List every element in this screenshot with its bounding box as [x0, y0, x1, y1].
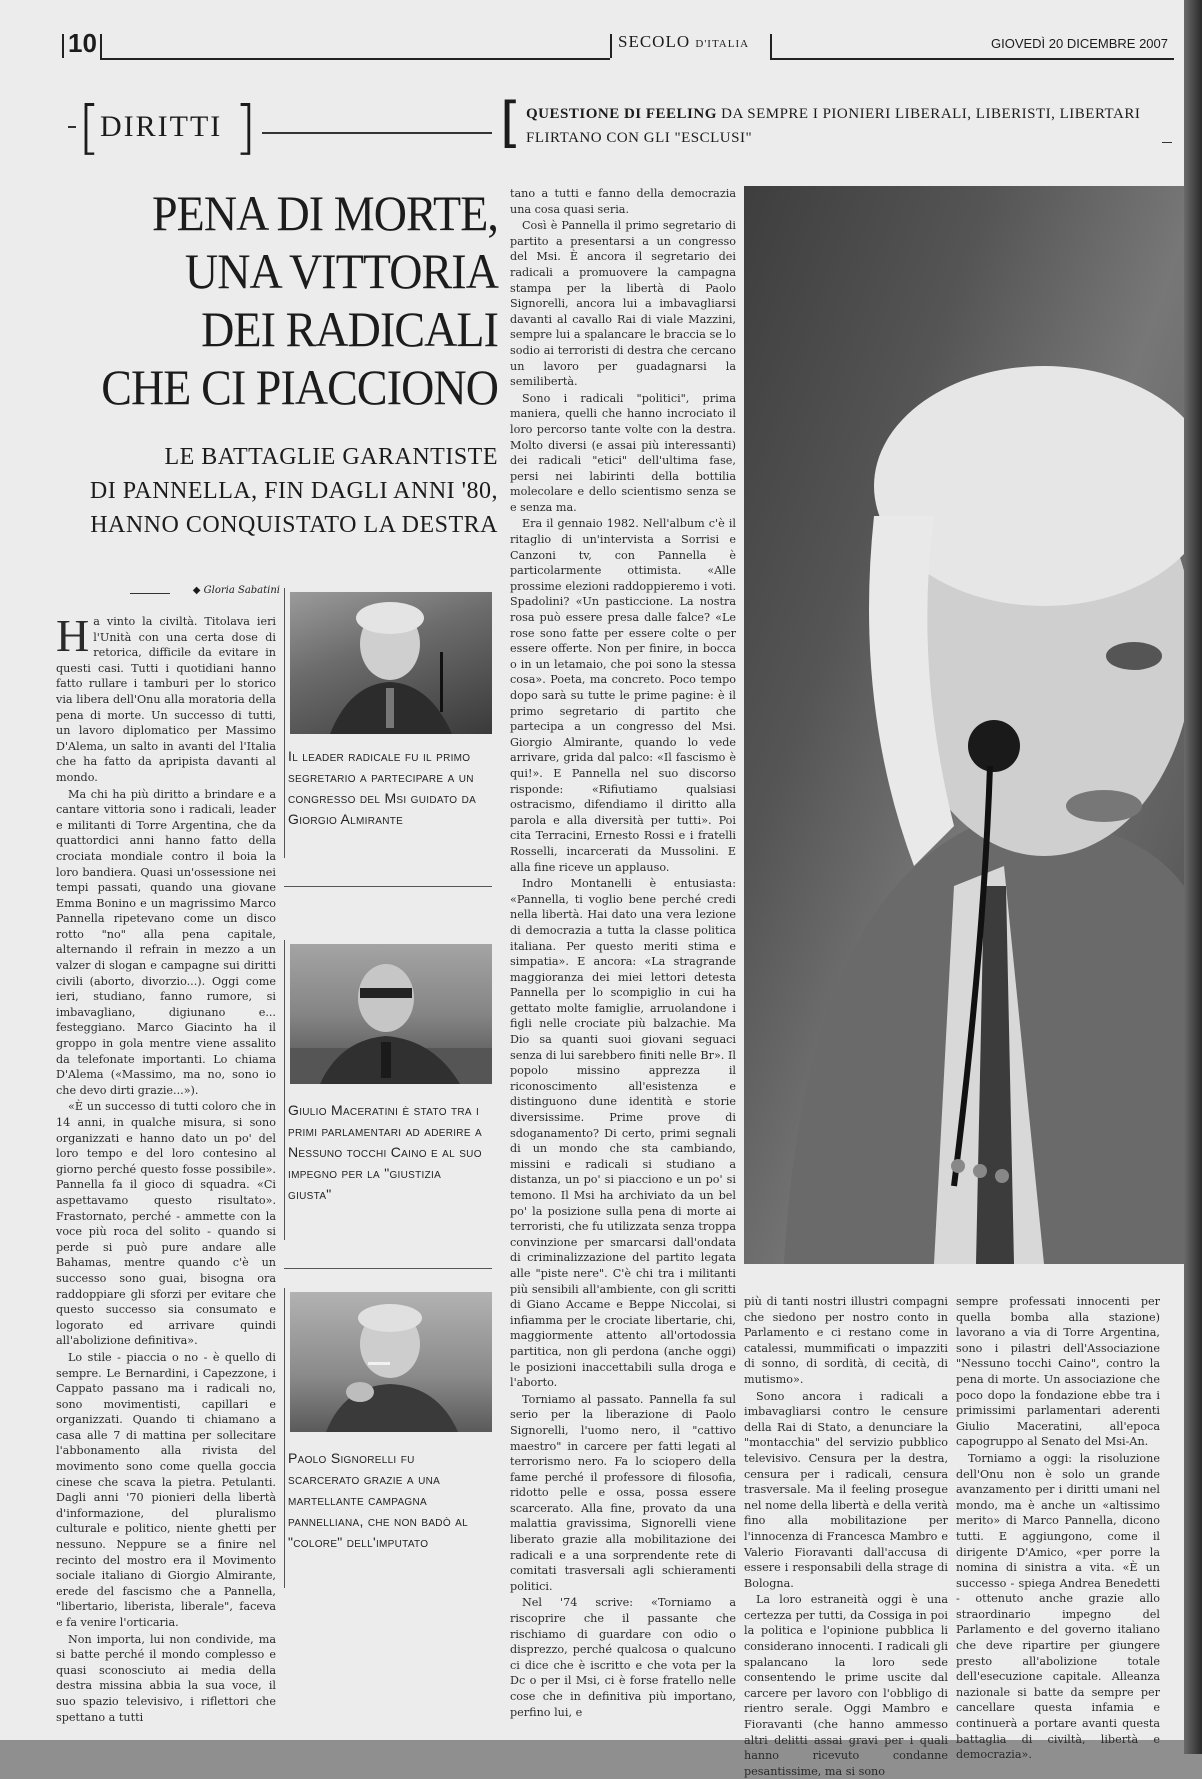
caption-rule-1 [284, 886, 492, 887]
photo-pannella-large-figure [744, 186, 1184, 1264]
photo-maceratini [290, 944, 492, 1084]
caption-bar-1 [284, 588, 285, 858]
caption-maceratini: Giulio Maceratini è stato tra i primi parlamentari ad aderire a Nessuno tocchi Caino e al suo impegno per la "giustizia giusta" [288, 1102, 482, 1202]
deck-line-1: LE BATTAGLIE GARANTISTE [164, 444, 498, 470]
byline-rule [130, 593, 170, 594]
kicker-text [526, 102, 1166, 150]
byline-diamond-icon: ◆ [192, 585, 201, 596]
photo-maceratini-figure [290, 944, 492, 1084]
masthead-bar-num [100, 34, 102, 58]
masthead-bar-left [62, 34, 64, 58]
headline-line-1: PENA DI MORTE, [152, 185, 498, 241]
col3-paragraph-2: Sono ancora i radicali a imbavagliarsi contro le censure della Rai di Stato, a denunciare la "montacchia" del servizio pubblico televisivo. Censura per la destra, censura per i radicali, censura trasversale. Ma il feeling prosegue nel nome della libertà e della verità fino alla mobilitazione per l'innocenza di Francesca Mambro e Valerio Fioravanti dall'accusa di essere i responsabili della strage di Bologna. [744, 1389, 948, 1590]
caption-bar-3 [284, 1288, 285, 1588]
masthead-bar-title-right [770, 34, 772, 58]
deck-line-2: DI PANNELLA, FIN DAGLI ANNI '80, [89, 478, 498, 504]
section-dash [68, 126, 76, 128]
col2-paragraph-1: tano a tutti e fanno della democrazia una cosa quasi seria. [510, 187, 736, 216]
kicker-rule [1162, 142, 1172, 143]
deck [40, 440, 498, 542]
article-column-3 [744, 1294, 948, 1778]
headline-line-2: UNA VITTORIA [184, 243, 498, 299]
section-bracket-close: ] [234, 93, 257, 161]
col2-paragraph-6: Torniamo al passato. Pannella fa sul serio per la liberazione di Paolo Signorelli, l'uomo nero, il "cattivo maestro" in carcere per fatti legati al terrorismo nero. Fa lo sciopero della fame perché il professore di filosofia, ridotto pelle e ossa, possa essere scarcerato. Alla fine, provato da una malattia gravissima, Signorelli viene liberato grazie alla mobilitazione dei radicali e a una sorprendente rete di comitati trasversali agli schieramenti politici. [510, 1392, 736, 1593]
col1-paragraph-5: Non importa, lui non condivide, ma si batte perché il mondo complesso e quasi sconosciuto ai media della destra missina abbia la sua voce, il suo spazio televisivo, i riflettori che spettano a tutti [56, 1632, 276, 1724]
kicker [500, 91, 1172, 156]
kicker-body: DA SEMPRE I PIONIERI LIBERALI, LIBERISTI, LIBERTARI FLIRTANO CON GLI "ESCLUSI" [526, 106, 1141, 146]
kicker-lead: QUESTIONE DI FEELING [526, 106, 717, 122]
article-column-2 [510, 186, 736, 1730]
col4-paragraph-1: sempre professati innocenti per quella bomba alla stazione) lavorano a via di Torre Argentina, sono i pilastri dell'Associazione "Nessuno tocchi Caino", contro la pena di morte. Un associazione che poco dopo la fondazione ebbe tra i primissimi parlamentari aderenti Giulio Maceratini, all'epoca capogruppo al Senato del Msi-An. [956, 1295, 1160, 1449]
col2-paragraph-5: Indro Montanelli è entusiasta: «Pannella, ti voglio bene perché credi nella libertà. Hai dato una vera lezione di democrazia a tutta la classe politica italiana. Per questo meriti stima e simpatia». E ancora: «La stragrande maggioranza dei miei lettori detesta Pannella per lo scompiglio in cui ha gettato molte famiglie, arruolandone i figli nelle crociate più balzachie. Ma Dio sa quanti suoi giovani seguaci senza di lui sarebbero finiti nelle Br». Il popolo missino apprezza il riconoscimento all'esistenza e distinguono dune identità e storie diversissime. Prime prove di sdoganamento? Di certo, primi segnali di un mondo che sta cambiando, missini e radicali si studiano a distanza, un po' si piacciono e un po' si temono. Il Msi ha archiviato da un bel po' la posizione sulla pena di morte ai terroristi, che fu utilizzata senza troppa convinzione per smarcarsi dall'ondata di criminalizzazione del partito legata alle "piste nere". C'è chi tra i militanti più sensibili all'ambiente, con gli scritti di Giano Accame e Beppe Niccolai, si infiamma per le crociate libertarie, chi, maggiormente attento all'ortodossia partitica, non gli perdona (anche oggi) le posizioni inaccettabili sulla droga e l'aborto. [510, 877, 736, 1390]
photo-signorelli-figure [290, 1292, 492, 1432]
headline-line-4: CHE CI PIACCIONO [101, 359, 498, 415]
dropcap: H [56, 610, 90, 661]
col3-paragraph-3: La loro estraneità oggi è una certezza per tutti, da Cossiga in poi la politica e l'opinione pubblica li considerano innocenti. I radicali gli spalancano la loro sede consentendo le prime uscite dal carcere per lavoro con l'obbligo di rientro serale. Oggi Mambro e Fioravanti (che hanno ammesso altri delitti assai gravi per i quali hanno ricevuto condanne pesantissime, ma si sono [744, 1593, 948, 1778]
masthead-rule-left [100, 58, 610, 60]
byline [150, 585, 280, 601]
col2-paragraph-2: Così è Pannella il primo segretario di partito a presentarsi a un congresso del Msi. È ancora il segretario dei radicali a promuovere la campagna stampa per la libertà di Paolo Signorelli, ancora lui a imbavagliarsi davanti al cavallo Rai di viale Mazzini, sempre lui a spalancare le braccia se lo sodio ai terroristi di destra che cercano un lavoro per guadagnarsi la semilibertà. [510, 219, 736, 389]
headline [86, 184, 498, 416]
article-column-1 [56, 610, 276, 1730]
col2-paragraph-7: Nel '74 scrive: «Torniamo a riscoprire che il passante che rischiamo di guardare con odio o disprezzo, perché qualcosa o qualcuno ci dice che è iscritto e che vota per la Dc o per il Msi, ci è forse fratello nelle cose che in definitiva più importano, perfino lui, e [510, 1596, 736, 1719]
masthead-rule-right [770, 58, 1174, 60]
caption-rule-2 [284, 1268, 492, 1269]
issue-date: GIOVEDÌ 20 DICEMBRE 2007 [990, 36, 1168, 51]
section-bracket-open: [ [78, 93, 101, 161]
caption-bar-2 [284, 940, 285, 1240]
headline-line-3: DEI RADICALI [201, 301, 498, 357]
photo-signorelli [290, 1292, 492, 1432]
col1-paragraph-2: Ma chi ha più diritto a brindare e a cantare vittoria sono i radicali, leader e militanti di Torre Argentina, che da quattordici anni hanno fatto della crociata mondiale contro il boia la loro bandiera. Quasi un'ossessione nei tempi passati, quando una giovane Emma Bonino e un magrissimo Marco Pannella ripetevano come un disco rotto "no" alla pena capitale, alternando il refrain in mezzo a un valzer di slogan e campagne sui diritti civili (aborto, divorzio...). Oggi come ieri, studiano, fanno rumore, si imbavagliano, digiunano e... festeggiano. Marco Giacinto ha il groppo in gola mentre viene assalito da telefonate importanti. Lo chiama D'Alema («Massimo, ma no, sono io che devo dirti grazie...»). [56, 787, 276, 1097]
article-column-4 [956, 1294, 1160, 1762]
col1-paragraph-3: «È un successo di tutti coloro che in 14 anni, in qualche misura, si sono organizzati e hanno dato un po' del loro tempo e del loro contesino al giorno perché questo fosse possibile». Pannella fa il gioco di squadra. «Ci aspettavamo questo risultato». Frastornato, perché - ammette con la voce più roca del solito - quando si perde si può pure andare alle Bahamas, mentre quando c'è un successo sono guai, bisogna ora raddoppiare gli sforzi per evitare che questo successo sia consumato e logorato ed arrivare quindi all'abolizione definitiva». [56, 1100, 276, 1348]
paper-title: SECOLO D'ITALIA [618, 32, 750, 51]
col2-paragraph-3: Sono i radicali "politici", prima maniera, quelli che hanno incrociato il loro percorso tante volte con la destra. Molto diversi (e assai più interessanti) dei radicali "etici" dell'ultima fase, persi nei labirinti della bottilia molecolare e dello scientismo senza se e senza ma. [510, 391, 736, 514]
deck-line-3: HANNO CONQUISTATO LA DESTRA [90, 512, 498, 538]
author-name: Gloria Sabatini [203, 585, 280, 596]
col2-paragraph-4: Era il gennaio 1982. Nell'album c'è il ritaglio di un'intervista a Sorrisi e Canzoni tv, con Pannella è particolarmente ottimista. «Alle prossime elezioni raddoppieremo i voti. Spadolini? «Un pasticcione. La nostra rosa può essere presa dalle falce? «Le rose sono fatte per essere colte o per essere offerte. Non per finire, in bocca o in un letamaio, che poi sono la stessa cosa». Poeta, ma concreto. Poco tempo dopo sarà su tutte le prime pagine: è il primo segretario di partito che partecipa a un congresso del Msi. Giorgio Almirante, quando lo vede arrivare, grida dal palco: «Il fascismo è qui!». E Pannella nel suo discorso risponde: «Rifiutiamo qualsiasi ostracismo, difendiamo il diritto alla parola e alla diversità per tutti». Poi cita Terracini, Ernesto Rossi e i fratelli Rosselli, incarcerati da Mussolini. E alla fine riceve un applauso. [510, 517, 736, 874]
col4-paragraph-2: Torniamo a oggi: la risoluzione dell'Onu non è solo un grande avanzamento per i diritti umani nel mondo, ma è anche un «altissimo merito» di Marco Pannella, dicono tutti. E aggiungono, come il dirigente D'Amico, «per porre la nomina di sinistra a vita. «È un successo - spiega Andrea Benedetti - ottenuto anche grazie allo straordinario impegno del Parlamento e del governo italiano che deve ripartire per giungere presto all'abolizione totale dell'esecuzione capitale. Alleanza nazionale si batte da sempre per cancellare questa infamia e continuerà a portare avanti questa battaglia di civiltà, libertà e democrazia». [956, 1451, 1160, 1762]
photo-pannella-small [290, 592, 492, 734]
masthead [62, 24, 1174, 64]
section-title: DIRITTI [100, 110, 223, 143]
page-number: 10 [68, 28, 97, 58]
col1-paragraph-1: a vinto la civiltà. Titolava ieri l'Unità con una certa dose di retorica, difficile da evitare in questi casi. Tutti i quotidiani hanno fatto rullare i tamburi per lo storico via libera dell'Onu alla moratoria della pena di morte. Un successo di tutti, un lavoro diplomatico per Massimo D'Alema, un salto in avanti del l'Italia che ha fatto da apripista davanti al mondo. [56, 615, 276, 784]
photo-pannella-large [744, 186, 1184, 1264]
section-label [72, 93, 492, 162]
masthead-bar-title-left [610, 34, 612, 58]
col1-paragraph-4: Lo stile - piaccia o no - è quello di sempre. Le Bernardini, i Capezzone, i Cappato passano ma i radicali no, sono movimentisti, capillari e organizzati. Quando ti chiamano a casa alle 7 di mattina per sollecitare l'abbonamento alla rivista del movimento sono come quella goccia cinese che scava la pietra. Petulanti. Dagli anni '70 pionieri della libertà d'informazione, del pluralismo culturale e politico, niente ghetti per nessuno. Neppure se a finire nel recinto del mostro era il Movimento sociale italiano di Giorgio Almirante, erede del fascismo che a Pannella, "libertario, liberista, liberale", faceva e fa venire l'orticaria. [56, 1350, 276, 1629]
page-gutter [1184, 0, 1202, 1754]
col3-paragraph-1: più di tanti nostri illustri compagni che siedono per nostro conto in Parlamento e ci restano come in catalessi, mummificati o impazziti di sonno, di sordità, di cecità, di mutismo». [744, 1295, 948, 1386]
section-rule [262, 132, 492, 134]
photo-pannella-small-figure [290, 592, 492, 734]
kicker-bracket: [ [500, 91, 522, 154]
caption-signorelli: Paolo Signorelli fu scarcerato grazie a una martellante campagna pannelliana, che non badò al "colore" dell'imputato [288, 1450, 468, 1550]
caption-pannella: Il leader radicale fu il primo segretario a partecipare a un congresso del Msi guidato da Giorgio Almirante [288, 748, 477, 827]
